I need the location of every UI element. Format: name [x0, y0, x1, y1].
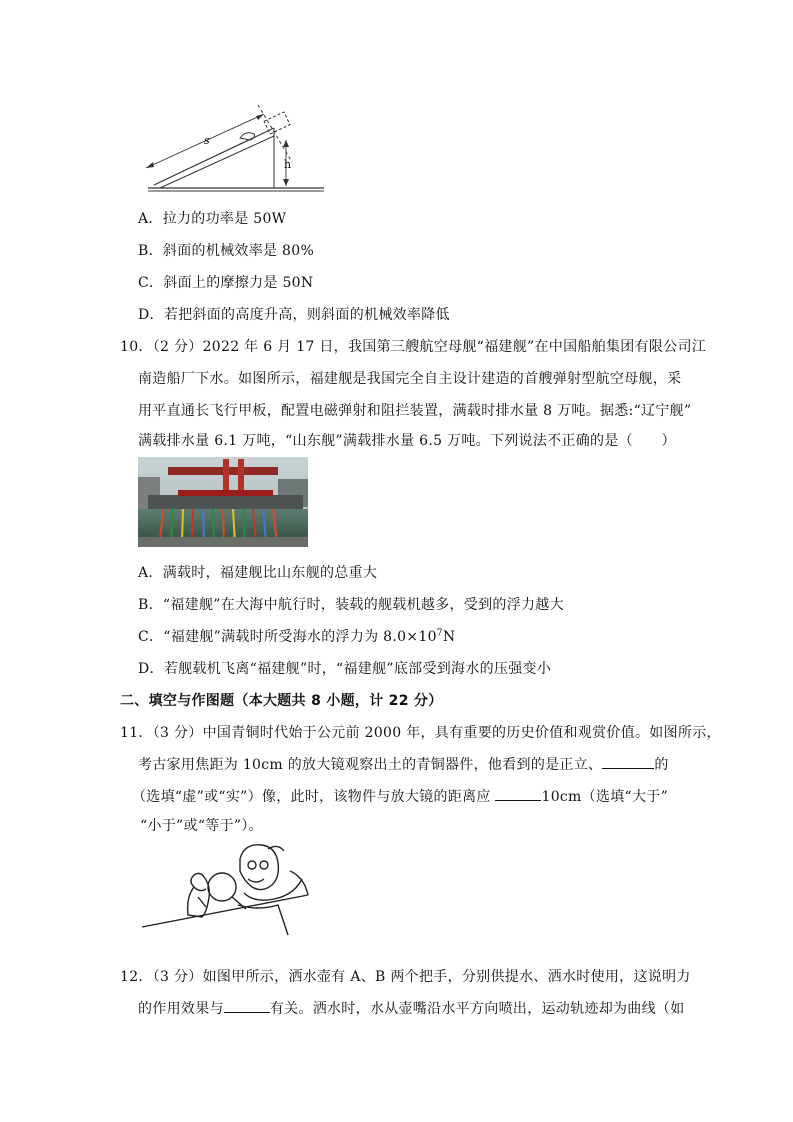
q11-line-4: “小于”或“等于”）。 — [140, 818, 263, 834]
q10-option-c-unit: N — [442, 629, 456, 645]
q12-line-2 — [138, 998, 685, 1018]
q9-option-a: A．拉力的功率是 50W — [138, 211, 287, 227]
q11-line-2-end: 的 — [654, 757, 669, 773]
q10-stem-line-4: 满载排水量 6.1 万吨，“山东舰”满载排水量 6.5 万吨。下列说法不正确的是（ ） — [138, 433, 676, 449]
q11-blank-1[interactable] — [602, 754, 654, 769]
q12-line-2-text: 的作用效果与 — [138, 1001, 224, 1017]
q11-blank-2[interactable] — [495, 786, 541, 801]
q10-option-a: A．满载时，福建舰比山东舰的总重大 — [138, 565, 378, 581]
incline-label-h: h — [284, 158, 292, 171]
incline-figure — [140, 100, 330, 195]
q10-stem-line-1: 10．（2 分）2022 年 6 月 17 日，我国第三艘航空母舰“福建舰”在中国船舶集团有限公司江 — [120, 339, 707, 355]
q12-line-1: 12．（3 分）如图甲所示，洒水壶有 A、B 两个把手，分别供提水、洒水时使用，这说明力 — [120, 969, 691, 985]
q12-line-2-end: 有关。洒水时，水从壶嘴沿水平方向喷出，运动轨迹却为曲线（如 — [269, 1001, 685, 1017]
q11-line-3-text: （选填“虚”或“实”）像，此时，该物件与放大镜的距离应 — [132, 789, 496, 805]
q10-option-c-text: C．“福建舰”满载时所受海水的浮力为 8.0×10 — [138, 629, 437, 645]
section-2-title: 二、填空与作图题（本大题共 8 小题，计 22 分） — [120, 693, 443, 709]
q9-option-c: C．斜面上的摩擦力是 50N — [138, 275, 314, 291]
incline-label-s: s — [204, 134, 210, 147]
q10-stem-line-2: 南造船厂下水。如图所示，福建舰是我国完全自主设计建造的首艘弹射型航空母舰，采 — [138, 371, 682, 387]
q11-line-3 — [132, 786, 668, 806]
archaeologist-figure — [140, 835, 315, 945]
q9-option-d: D．若把斜面的高度升高，则斜面的机械效率降低 — [138, 307, 450, 323]
carrier-photo — [138, 457, 308, 547]
q10-option-b: B．“福建舰”在大海中航行时，装载的舰载机越多，受到的浮力越大 — [138, 597, 564, 613]
q11-line-2 — [138, 754, 669, 774]
q10-option-c — [138, 626, 455, 646]
q10-option-d: D．若舰载机飞离“福建舰”时，“福建舰”底部受到海水的压强变小 — [138, 661, 552, 677]
q9-option-b: B．斜面的机械效率是 80% — [138, 243, 315, 259]
q12-blank-1[interactable] — [224, 998, 270, 1013]
q10-option-c-exponent: 7 — [436, 628, 443, 639]
q11-line-3-end: 10cm（选填“大于” — [541, 789, 669, 805]
q10-stem-line-3: 用平直通长飞行甲板，配置电磁弹射和阻拦装置，满载时排水量 8 万吨。据悉:“辽宁舰” — [138, 403, 692, 419]
q11-line-1: 11．（3 分）中国青铜时代始于公元前 2000 年，具有重要的历史价值和观赏价值。如图所示， — [120, 725, 721, 741]
q11-line-2-text: 考古家用焦距为 10cm 的放大镜观察出土的青铜器件，他看到的是正立、 — [138, 757, 603, 773]
